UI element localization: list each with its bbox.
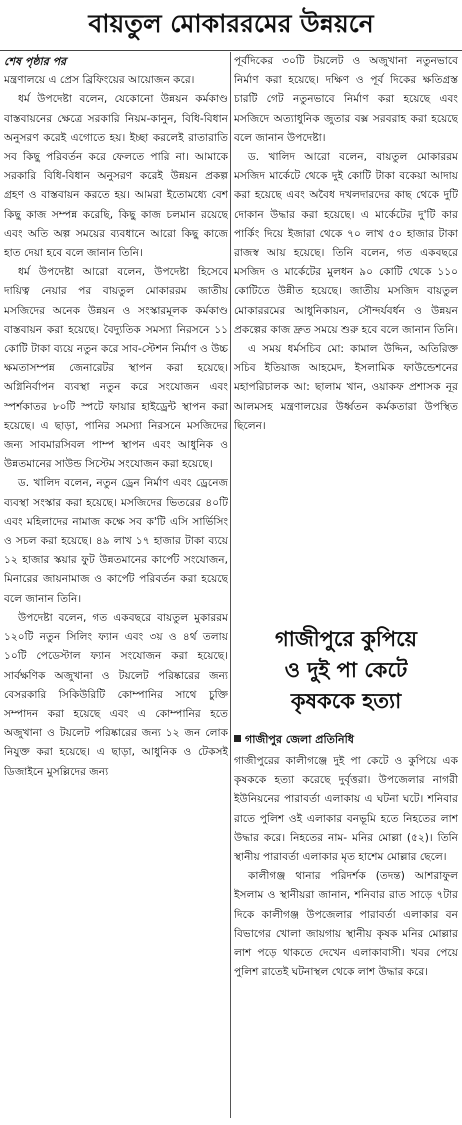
- column-divider: [230, 52, 231, 1118]
- paragraph: উপদেষ্টা বলেন, গত একবছরে বায়তুল মুকাররম ১২০টি নতুন সিলিং ফ্যান এবং ৩য় ও ৪র্থ তলায় ১০টি পেডেস্টাল ফ্যান সংযোজন করা হয়েছে। সার্বক্ষণিক অজুখানা ও টয়লেট পরিষ্কারের জন্য বেসরকারি সিকিউরিটি কোম্পানির সাথে চুক্তি সম্পাদন করা হয়েছে এবং এ কোম্পানির হতে অজুখানা ও টয়লেট পরিষ্কারের জন্য ১২ জন লোক নিযুক্ত করা হয়েছে। এ ছাড়া, আধুনিক ও টেকসই ডিজাইনে মুসল্লিদের জন্য: [4, 611, 228, 778]
- paragraph: ড. খালিদ বলেন, নতুন ড্রেন নির্মাণ এবং ড্রেনেজ ব্যবস্থা সংস্কার করা হয়েছে। মসজিদের ভিতরের ৪০টি এবং মহিলাদের নামাজ কক্ষে সব ক'টি এসি সার্ভিসিং ও সচল করা হয়েছে। ৪৯ লাখ ১৭ হাজার টাকা ব্যয়ে ১২ হাজার স্কয়ার ফুট উন্নতমানের কার্পেট সংযোজন, মিনারের জায়নামাজ ও কার্পেট পরিবর্তন করা হয়েছে বলে জানান তিনি।: [4, 477, 228, 605]
- story2-headline-line: ও দুই পা কেটে: [284, 658, 408, 682]
- paragraph: ধর্ম উপদেষ্টা আরো বলেন, উপদেষ্টা হিসেবে দায়িত্ব নেয়ার পর বায়তুল মোকাররম জাতীয় মসজিদের অনেক উন্নয়ন ও সংস্কারমূলক কর্মকাণ্ড বাস্তবায়ন করা হয়েছে। বৈদ্যুতিক সমস্যা নিরসনে ১১ কোটি টাকা ব্যয়ে নতুন করে সাব-স্টেশন নির্মাণ ও উচ্চ ক্ষমতাসম্পন্ন জেনারেটর স্থাপন করা হয়েছে। অগ্নিনির্বাপন ব্যবস্থা নতুন করে সংযোজন এবং স্পর্শকাতর ৮০টি স্পটে ফায়ার হাইড্রেন্ট স্থাপন করা হয়েছে। এ ছাড়া, পানির সমস্যা নিরসনে মসজিদের জন্য সাবমারসিবল পাম্প স্থাপন এবং আধুনিক ও উন্নতমানের সাউন্ড সিস্টেম সংযোজন করা হয়েছে।: [4, 266, 228, 471]
- story2-headline-line: গাজীপুরে কুপিয়ে: [275, 627, 417, 651]
- bullet-square-icon: [234, 735, 241, 742]
- story2-byline: [234, 730, 458, 750]
- main-headline: বায়তুল মোকাররমের উন্নয়নে: [0, 0, 462, 51]
- continuation-label: শেষ পৃষ্ঠার পর: [4, 55, 67, 68]
- paragraph: মন্ত্রণালয়ে এ প্রেস ব্রিফিংয়ের আয়োজন করে।: [4, 74, 195, 87]
- story2-body: [234, 752, 458, 1118]
- paragraph: ধর্ম উপদেষ্টা বলেন, যেকোনো উন্নয়ন কর্মকাণ্ড বাস্তবায়নের ক্ষেত্রে সরকারি নিয়ম-কানুন, বিধি-বিধান অনুসরণ করেই এগোতে হয়। ইচ্ছা করলেই রাতারাতি সব কিছু পরিবর্তন করে ফেলতে পারি না। আমাকে সরকারি বিধি-বিধান অনুসরণ করেই উন্নয়ন প্রকল্প গ্রহণ ও বাস্তবায়ন করতে হয়। আমরা ইতোমধ্যে বেশ কিছু কাজ সম্পন্ন করেছি, কিছু কাজ চলমান রয়েছে এবং অতি অল্প সময়ের ব্যবধানে আরো কিছু কাজে হাত দেয়া হবে বলে জানান তিনি।: [4, 93, 228, 260]
- story2-headline: [234, 624, 458, 724]
- byline-text: গাজীপুর জেলা প্রতিনিধি: [245, 733, 354, 746]
- left-column: [4, 52, 228, 1118]
- paragraph: পূর্বদিকের ৩০টি টয়লেট ও অজুখানা নতুনভাবে নির্মাণ করা হয়েছে। দক্ষিণ ও পূর্ব দিকের ক্ষতিগ্রস্ত চারটি গেট নতুনভাবে নির্মাণ করা হয়েছে এবং মসজিদে অত্যাধুনিক জুতার বক্স সরবরাহ করা হয়েছে বলে জানান উপদেষ্টা।: [234, 55, 458, 144]
- paragraph: ড. খালিদ আরো বলেন, বায়তুল মোকাররম মসজিদ মার্কেটে থেকে দুই কোটি টাকা বকেয়া আদায় করা হয়েছে এবং অবৈধ দখলদারদের কাছ থেকে দুটি দোকান উদ্ধার করা হয়েছে। এ মার্কেটের দু'টি কার পার্কিং দিয়ে ইজারা থেকে ৭০ লাখ ৫০ হাজার টাকা রাজস্ব আয় হয়েছে। তিনি বলেন, গত একবছরে মসজিদ ও মার্কেটের মুলধন ৯০ কোটি থেকে ১১০ কোটিতে উন্নীত হয়েছে। জাতীয় মসজিদ বায়তুল মোকাররমের আধুনিকায়ন, সৌন্দর্যবর্ধন ও উন্নয়ন প্রকল্পের কাজ দ্রুত সময়ে শুরু হবে বলে জানান তিনি।: [234, 151, 458, 336]
- paragraph: গাজীপুরের কালীগঞ্জে দুই পা কেটে ও কুপিয়ে এক কৃষককে হত্যা করেছে দুর্বৃত্তরা। উপজেলার নাগরী ইউনিয়নের পারাবর্তা এলাকায় এ ঘটনা ঘটে। শনিবার রাতে পুলিশ ওই এলাকার বনভূমি হতে নিহতের লাশ উদ্ধার করে। নিহতের নাম- মনির মোল্লা (৫২)। তিনি স্থানীয় পারাবর্তা এলাকার মৃত হাশেম মোল্লার ছেলে।: [234, 755, 458, 864]
- paragraph: কালীগঞ্জ থানার পরিদর্শক (তদন্ত) আশরাফুল ইসলাম ও স্থানীয়রা জানান, শনিবার রাত সাড়ে ৭টার দিকে কালীগঞ্জ উপজেলার পারাবর্তা এলাকার বন বিভাগের খোলা জায়গায় স্থানীয় কৃষক মনির মোল্লার লাশ পড়ে থাকতে দেখেন এলাকাবাসী। খবর পেয়ে পুলিশ রাতেই ঘটনাস্থল থেকে লাশ উদ্ধার করে।: [234, 870, 458, 979]
- right-column-top: [234, 52, 458, 620]
- story2-headline-line: কৃষককে হত্যা: [290, 689, 402, 713]
- paragraph: এ সময় ধর্মসচিব মো: কামাল উদ্দিন, অতিরিক্ত সচিব ইতিয়াজ আহমেদ, ইসলামিক ফাউন্ডেশনের মহাপরিচালক আ: ছালাম খান, ওয়াকফ প্রশাসক নূর আলমসহ মন্ত্রণালয়ের উর্ধ্বতন কর্মকতারা উপস্থিত ছিলেন।: [234, 343, 458, 432]
